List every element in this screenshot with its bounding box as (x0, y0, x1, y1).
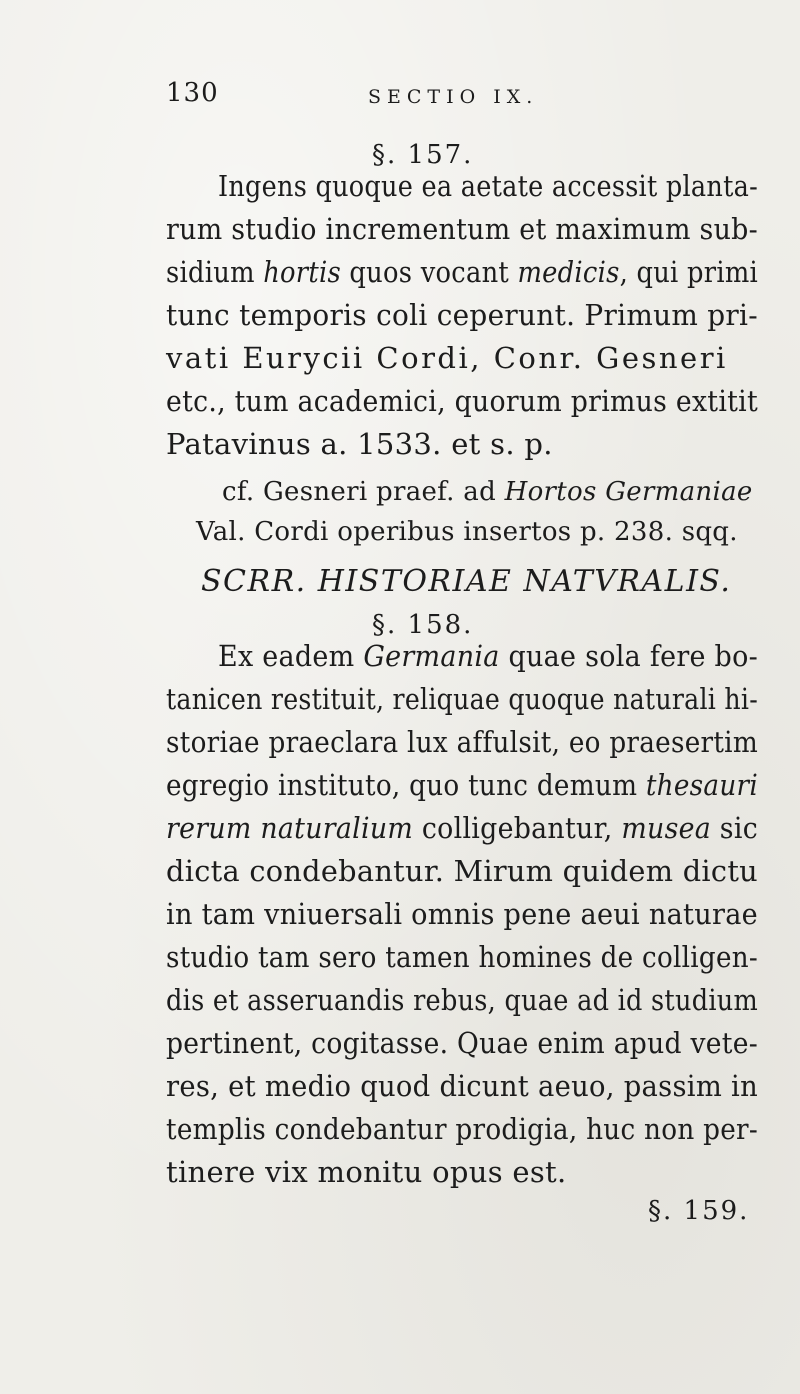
text-line: etc., tum academici, quorum primus extitit (166, 384, 758, 418)
italic-title: Hortos Germaniae (504, 477, 753, 507)
text-line: rum studio incrementum et maximum sub- (166, 212, 758, 246)
text-line: res, et medio quod dicunt aeuo, passim in (166, 1069, 758, 1103)
text-line: studio tam sero tamen homines de colligen- (166, 940, 758, 974)
italic-term: hortis (263, 255, 341, 289)
text-line: Ingens quoque ea aetate accessit planta- (218, 169, 758, 203)
text-line: templis condebantur prodigia, huc non per- (166, 1112, 758, 1146)
text-line: tunc temporis coli ceperunt. Primum pri- (166, 298, 758, 332)
text-line: pertinent, cogitasse. Quae enim apud vete- (166, 1026, 758, 1060)
text-line: tinere vix monitu opus est. (166, 1155, 567, 1189)
italic-term: thesauri (645, 768, 758, 802)
italic-term: musea (621, 811, 712, 845)
section-heading: SCRR. HISTORIAE NATVRALIS. (201, 564, 732, 599)
text-line: tanicen restituit, reliquae quoque naturali hi- (166, 682, 758, 716)
note-line: Val. Cordi operibus insertos p. 238. sqq. (196, 517, 738, 547)
note-line: cf. Gesneri praef. ad Hortos Germaniae (222, 477, 753, 507)
text-line: sidium hortis quos vocant medicis, qui primi (166, 255, 758, 289)
text-line: egregio instituto, quo tunc demum thesauri (166, 768, 758, 802)
text-line: in tam vniuersali omnis pene aeui naturae (166, 897, 758, 931)
section-157-mark: §. 157. (372, 140, 474, 170)
italic-term: rerum naturalium (166, 811, 414, 845)
page-number: 130 (166, 78, 219, 108)
text-line: storiae praeclara lux affulsit, eo praesertim (166, 725, 758, 759)
italic-term: Germania (363, 639, 500, 673)
catchword: §. 159. (648, 1196, 750, 1226)
text-line: dis et asseruandis rebus, quae ad id studium (166, 983, 758, 1017)
italic-term: medicis (517, 255, 620, 289)
text-line: dicta condebantur. Mirum quidem dictu (166, 854, 758, 888)
text-line: Ex eadem Germania quae sola fere bo- (218, 639, 758, 673)
text-line: vati Eurycii Cordi, Conr. Gesneri (166, 341, 728, 375)
running-head: SECTIO IX. (368, 86, 539, 108)
text-line: Patavinus a. 1533. et s. p. (166, 427, 553, 461)
section-158-mark: §. 158. (372, 610, 474, 640)
text-line: rerum naturalium colligebantur, musea sic (166, 811, 758, 845)
